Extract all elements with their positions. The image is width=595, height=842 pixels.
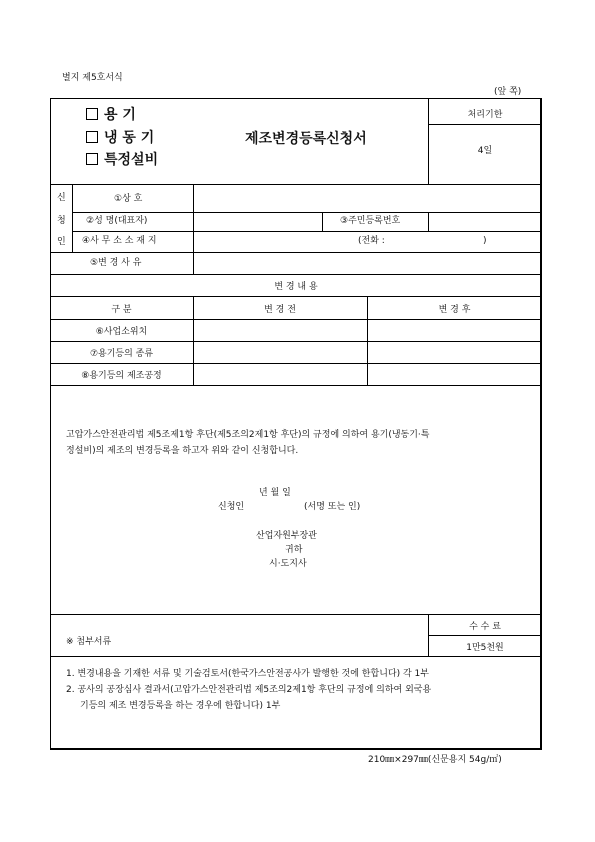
row-label-process: ⑧용기등의 제조공정 (81, 371, 162, 381)
phone-prefix: (전화 : (358, 236, 385, 246)
container-type-after-input[interactable] (368, 342, 540, 362)
location-after-input[interactable] (368, 320, 540, 340)
applicant-side-char-3: 인 (57, 237, 66, 247)
recipient-honorific: 귀하 (285, 545, 303, 555)
applicant-side-char-1: 신 (57, 193, 66, 203)
page-side-label: (앞 쪽) (494, 87, 522, 97)
fee-label: 수 수 료 (469, 621, 501, 632)
field-resident-no-input[interactable] (429, 213, 540, 230)
field-company-input[interactable] (194, 185, 540, 211)
applicant-label: 신청인 (218, 502, 245, 512)
row-label-container-type: ⑦용기등의 종류 (89, 349, 154, 359)
container-type-before-input[interactable] (194, 342, 366, 362)
field-company-label: ①상 호 (114, 194, 143, 204)
checkbox-refrigerator[interactable] (86, 131, 98, 143)
deadline-value: 4일 (477, 145, 493, 156)
applicant-name-input[interactable] (252, 500, 302, 514)
attachments-label: ※ 첨부서류 (66, 637, 112, 647)
field-name-input[interactable] (194, 213, 321, 230)
statement-line-1: 고압가스안전관리법 제5조제1항 후단(제5조의2제1항 후단)의 규정에 의하여 용기(냉동기·특 (66, 430, 430, 440)
application-date: 년 월 일 (259, 488, 291, 498)
option-special-equipment (86, 153, 158, 167)
field-address-input[interactable] (194, 232, 354, 251)
field-resident-no-label: ③주민등록번호 (340, 216, 401, 226)
checkbox-container[interactable] (86, 108, 98, 120)
statement-line-2: 정설비)의 제조의 변경등록을 하고자 위와 같이 신청합니다. (66, 446, 299, 456)
recipient-ministry: 산업자원부장관 (256, 531, 317, 541)
sign-hint: (서명 또는 인) (304, 502, 361, 512)
column-header-after: 변 경 후 (438, 304, 471, 315)
process-after-input[interactable] (368, 364, 540, 384)
option-container-label: 용 기 (104, 107, 136, 123)
column-header-category: 구 분 (111, 304, 132, 315)
attachment-item-2-line-2: 기등의 제조 변경등록을 하는 경우에 한합니다) 1부 (80, 701, 281, 711)
option-refrigerator-label: 냉 동 기 (104, 130, 155, 146)
row-label-location: ⑥사업소위치 (95, 327, 148, 337)
changes-section-title: 변 경 내 용 (274, 281, 318, 292)
location-before-input[interactable] (194, 320, 366, 340)
recipient-governor: 시·도지사 (269, 559, 307, 569)
field-reason-input[interactable] (194, 253, 540, 273)
deadline-label: 처리기한 (467, 109, 503, 120)
attachment-item-1: 1. 변경내용을 기재한 서류 및 기술검토서(한국가스안전공사가 발행한 것에 한합니다) 각 1부 (66, 669, 429, 679)
applicant-side-char-2: 청 (57, 216, 66, 226)
option-container (86, 108, 136, 122)
option-refrigerator (86, 131, 154, 145)
column-header-before: 변 경 전 (264, 304, 296, 315)
phone-suffix: ) (483, 236, 487, 246)
paper-spec: 210㎜×297㎜(신문용지 54g/㎡) (368, 755, 502, 765)
checkbox-special-equipment[interactable] (86, 153, 98, 165)
process-before-input[interactable] (194, 364, 366, 384)
field-name-label: ②성 명(대표자) (86, 216, 148, 226)
field-address-label: ④사 무 소 소 재 지 (82, 236, 157, 246)
fee-value: 1만5천원 (466, 642, 504, 653)
field-reason-label: ⑤변 경 사 유 (90, 258, 142, 268)
option-special-equipment-label: 특정설비 (104, 152, 159, 168)
form-title: 제조변경등록신청서 (245, 131, 367, 147)
form-number-label: 별지 제5호서식 (62, 73, 123, 83)
attachment-item-2-line-1: 2. 공사의 공장심사 결과서(고압가스안전관리법 제5조의2제1항 후단의 규정에 의하여 외국용 (66, 685, 432, 695)
